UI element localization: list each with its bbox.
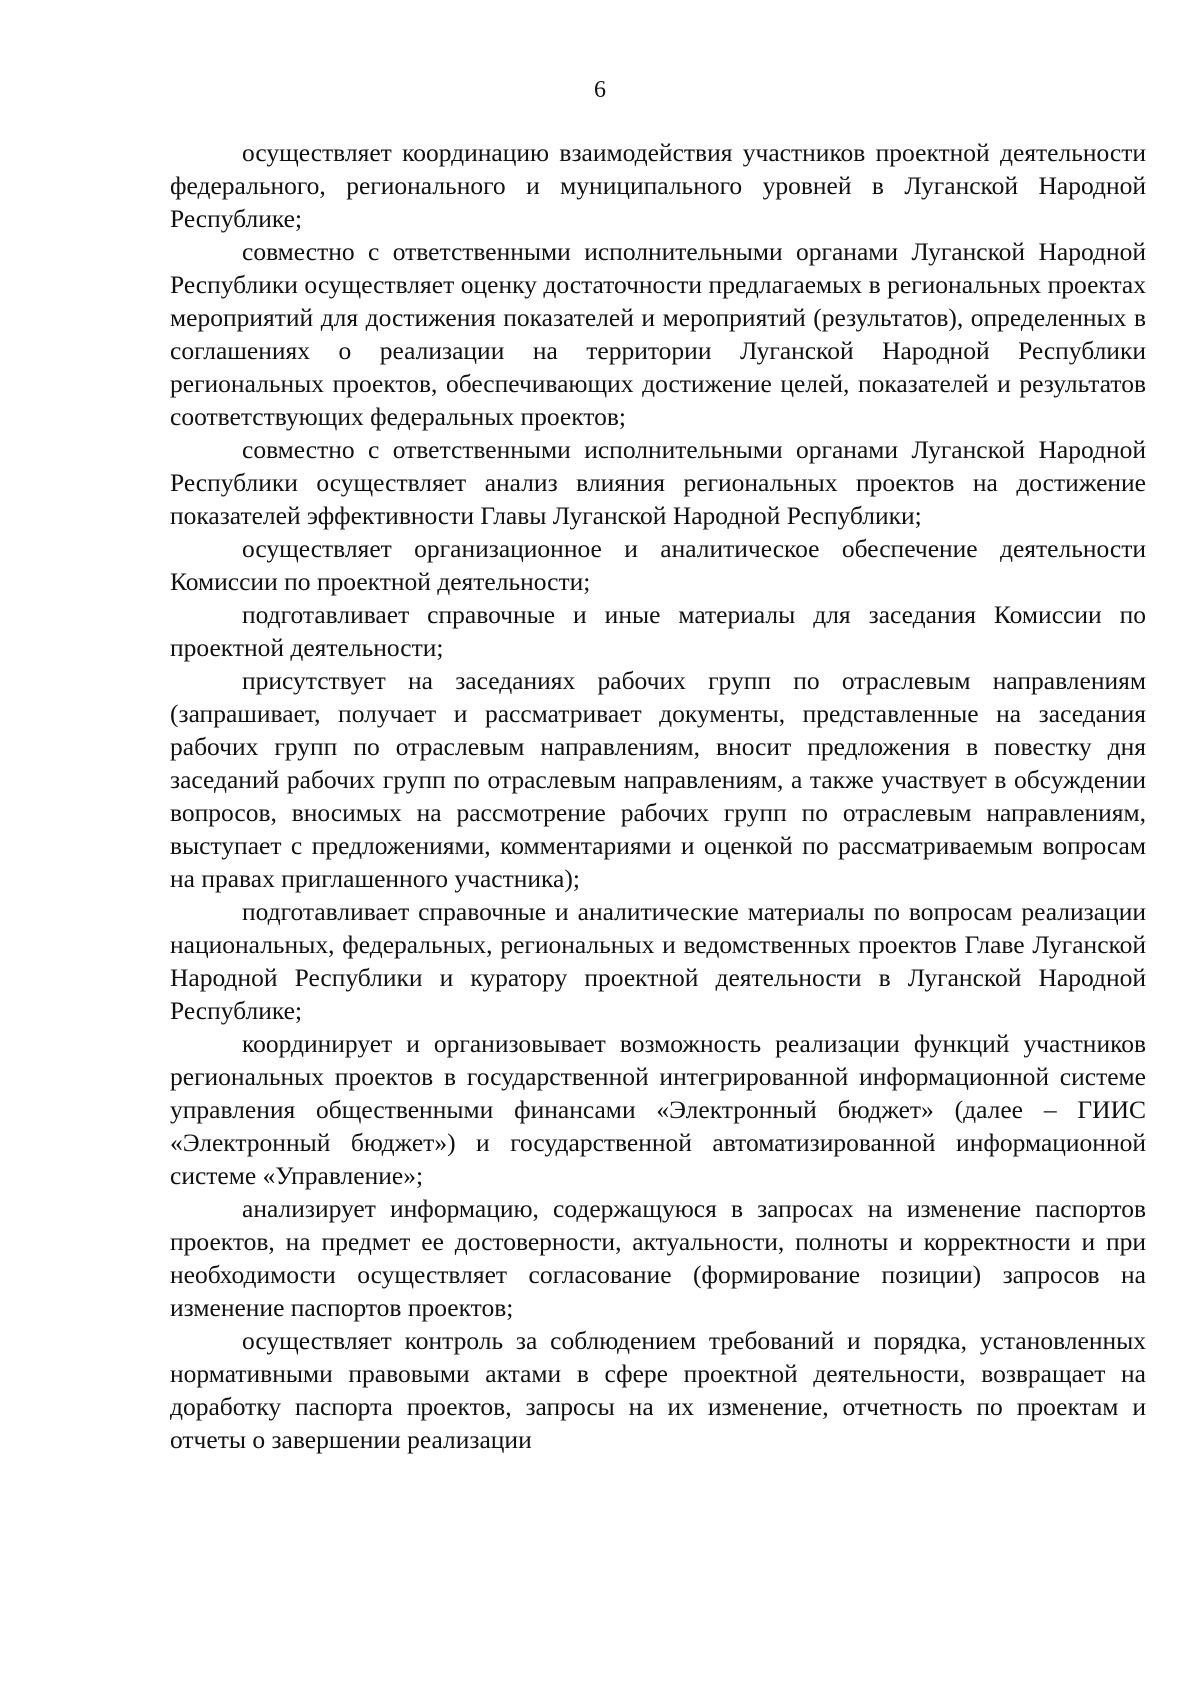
paragraph: подготавливает справочные и аналитические материалы по вопросам реализации национальных, федеральных, региональных и ведомственных проектов Главе Луганской Народной Республики и куратору проектной деятельности в Луганской Народной Республике; bbox=[170, 897, 1146, 1025]
paragraph: совместно с ответственными исполнительными органами Луганской Народной Республики осуществляет анализ влияния региональных проектов на достижение показателей эффективности Главы Луганской Народной Республики; bbox=[170, 435, 1146, 530]
paragraph: осуществляет координацию взаимодействия участников проектной деятельности федерального, регионального и муниципального уровней в Луганской Народной Республике; bbox=[170, 138, 1146, 233]
page-number: 6 bbox=[594, 77, 606, 103]
paragraph: анализирует информацию, содержащуюся в запросах на изменение паспортов проектов, на предмет ее достоверности, актуальности, полноты и корректности и при необходимости осуществляет согласование (формирование позиции) запросов на изменение паспортов проектов; bbox=[170, 1194, 1146, 1322]
paragraph: координирует и организовывает возможность реализации функций участников региональных проектов в государственной интегрированной информационной системе управления общественными финансами «Электронный бюджет» (далее – ГИИС «Электронный бюджет») и государственной автоматизированной информационной системе «Управление»; bbox=[170, 1029, 1146, 1190]
paragraph: подготавливает справочные и иные материалы для заседания Комиссии по проектной деятельности; bbox=[170, 600, 1146, 662]
paragraph: совместно с ответственными исполнительными органами Луганской Народной Республики осуществляет оценку достаточности предлагаемых в региональных проектах мероприятий для достижения показателей и мероприятий (результатов), определенных в соглашениях о реализации на территории Луганской Народной Республики региональных проектов, обеспечивающих достижение целей, показателей и результатов соответствующих федеральных проектов; bbox=[170, 237, 1146, 431]
document-body bbox=[170, 136, 1146, 1456]
paragraph: осуществляет контроль за соблюдением требований и порядка, установленных нормативными правовыми актами в сфере проектной деятельности, возвращает на доработку паспорта проектов, запросы на их изменение, отчетность по проектам и отчеты о завершении реализации bbox=[170, 1326, 1146, 1454]
paragraph: осуществляет организационное и аналитическое обеспечение деятельности Комиссии по проектной деятельности; bbox=[170, 534, 1146, 596]
paragraph: присутствует на заседаниях рабочих групп по отраслевым направлениям (запрашивает, получает и рассматривает документы, представленные на заседания рабочих групп по отраслевым направлениям, вносит предложения в повестку дня заседаний рабочих групп по отраслевым направлениям, а также участвует в обсуждении вопросов, вносимых на рассмотрение рабочих групп по отраслевым направлениям, выступает с предложениями, комментариями и оценкой по рассматриваемым вопросам на правах приглашенного участника); bbox=[170, 666, 1146, 893]
